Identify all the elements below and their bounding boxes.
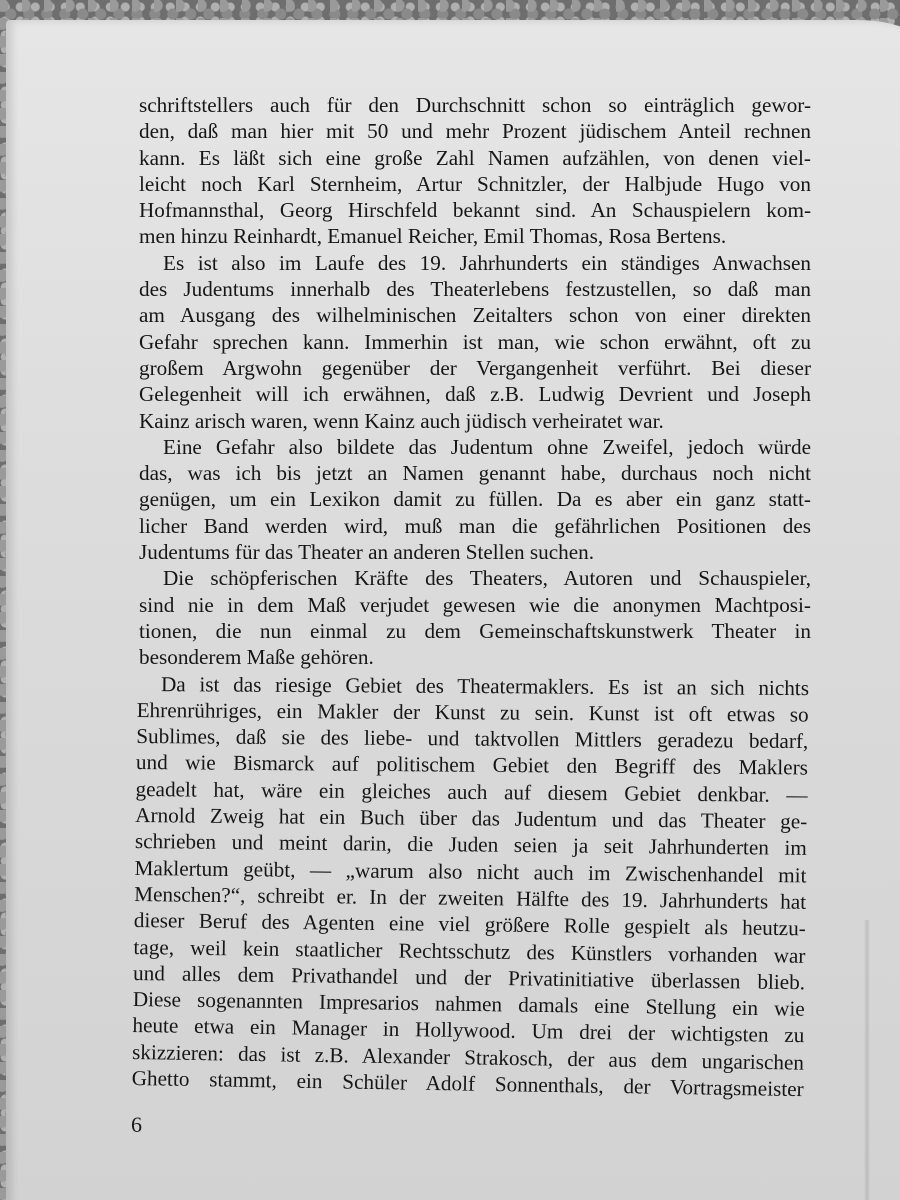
text-line: am Ausgang des wilhelminischen Zeitalters schon von einer direkten [139,303,811,328]
text-line: skizzieren: das ist z.B. Alexander Strakosch, der aus dem ungarischen [131,1039,805,1075]
text-line: kann. Es läßt sich eine große Zahl Namen aufzählen, von denen viel- [139,145,811,170]
text-line: Gefahr sprechen kann. Immerhin ist man, wie schon erwähnt, oft zu [139,329,811,354]
text-line: Sublimes, daß sie des liebe- und taktvollen Mittlers geradezu bedarf, [136,724,809,754]
text-line: besonderem Maße gehören. [139,645,374,670]
text-line: Gelegenheit will ich erwähnen, daß z.B. Ludwig Devrient und Joseph [139,382,811,407]
text-line: men hinzu Reinhardt, Emanuel Reicher, Emil Thomas, Rosa Bertens. [139,224,727,249]
text-line: tionen, die nun einmal zu dem Gemeinschaftskunstwerk Theater in [139,618,811,643]
text-line: schriftstellers auch für den Durchschnitt schon so einträglich gewor- [139,93,811,117]
text-line: tage, weil kein staatlicher Rechtsschutz des Künstlers vorhanden war [133,934,806,968]
text-line: Ehrenrühriges, ein Makler der Kunst zu sein. Kunst ist oft etwas so [136,697,809,727]
text-line: Ghetto stammt, ein Schüler Adolf Sonnenthals, der Vortragsmeister [131,1065,804,1102]
text-line: Kainz arisch waren, wenn Kainz auch jüdisch verheiratet war. [139,408,664,433]
paragraph-start-line: Es ist also im Laufe des 19. Jahrhunderts ein ständiges Anwachsen [163,250,811,275]
text-line: Arnold Zweig hat ein Buch über das Judentum und das Theater ge- [135,803,808,834]
text-line: und alles dem Privathandel und der Privatinitiative überlassen blieb. [132,960,806,995]
text-line: großem Argwohn gegenüber der Vergangenheit verführt. Bei dieser [139,355,811,380]
text-line: geadelt hat, wäre ein gleiches auch auf diesem Gebiet denkbar. — [135,776,808,807]
body-text [131,92,811,1102]
page-number: 6 [131,1112,142,1137]
paragraph-start-line: Da ist das riesige Gebiet des Theatermaklers. Es ist an sich nichts [160,671,810,700]
text-line: das, was ich bis jetzt an Namen genannt habe, durchaus noch nicht [139,461,811,486]
text-line: sind nie in dem Maß verjudet gewesen wie die anonymen Machtposi- [139,592,811,617]
text-line: Menschen?“, schreibt er. In der zweiten Hälfte des 19. Jahrhunderts hat [134,881,807,914]
text-line: licher Band werden wird, muß man die gefährlichen Positionen des [139,513,811,538]
paragraph-start-line: Eine Gefahr also bildete das Judentum ohne Zweifel, jedoch würde [163,434,811,459]
paragraph-start-line: Die schöpferischen Kräfte des Theaters, Autoren und Schauspieler, [163,566,811,591]
text-line: des Judentums innerhalb des Theaterlebens festzustellen, so daß man [139,277,811,302]
text-line: den, daß man hier mit 50 und mehr Prozent jüdischem Anteil rechnen [139,119,811,144]
text-line: genügen, um ein Lexikon damit zu füllen. Da es aber ein ganz statt- [139,487,811,512]
page-fold-shadow [864,920,870,1200]
text-line: heute etwa ein Manager in Hollywood. Um drei der wichtigsten zu [132,1013,805,1048]
text-line: und wie Bismarck auf politischem Gebiet den Begriff des Maklers [135,750,809,780]
text-line: Maklertum geübt, — „warum also nicht auch im Zwischenhandel mit [134,855,807,887]
text-line: schrieben und meint darin, die Juden seien ja seit Jahrhunderten im [134,829,807,861]
text-line: Hofmannsthal, Georg Hirschfeld bekannt sind. An Schauspielern kom- [139,198,811,223]
text-line: dieser Beruf des Agenten eine viel größere Rolle gespielt als heutzu- [133,908,806,941]
text-line: Judentums für das Theater an anderen Stellen suchen. [139,540,594,565]
text-line: leicht noch Karl Sternheim, Artur Schnitzler, der Halbjude Hugo von [139,171,811,196]
text-line: Diese sogenannten Impresarios nahmen damals eine Stellung ein wie [132,987,805,1021]
